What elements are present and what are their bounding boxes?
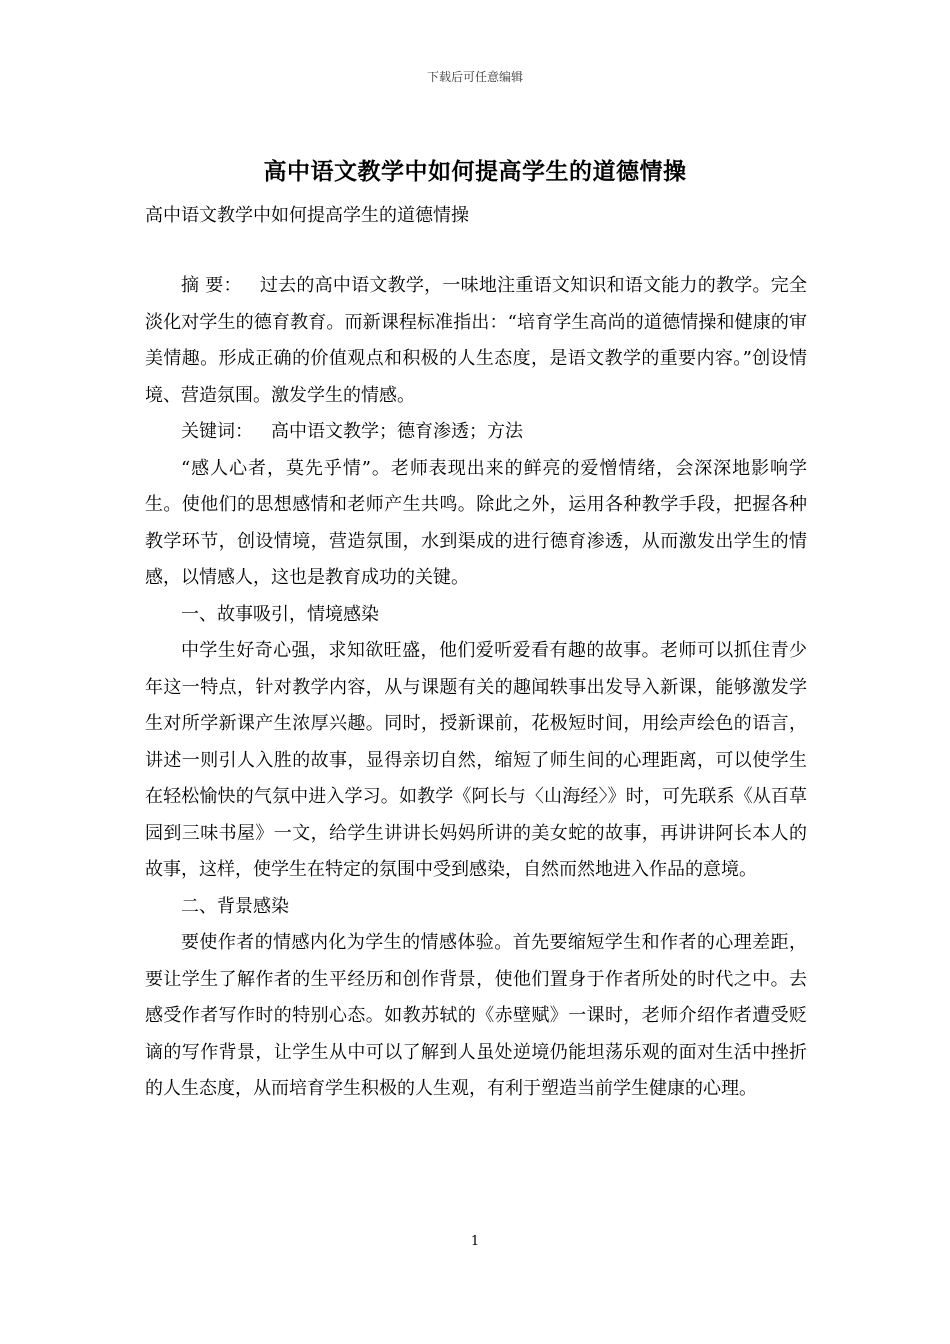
- section-heading-1: 一、故事吸引，情境感染: [181, 603, 379, 625]
- section-paragraph-2: 要使作者的情感内化为学生的情感体验。首先要缩短学生和作者的心理差距，要让学生了解作者的生平经历和创作背景，使他们置身于作者所处的时代之中。去感受作者写作时的特别心态。如教苏轼的《赤壁赋》一课时，老师介绍作者遭受贬谪的写作背景，让学生从中可以了解到人虽处逆境仍能坦荡乐观的面对生活中挫折的人生态度，从而培育学生积极的人生观，有利于塑造当前学生健康的心理。: [145, 932, 807, 1099]
- keywords-label: 关键词：: [181, 421, 253, 442]
- section-heading-2: 二、背景感染: [181, 895, 289, 917]
- document-title: 高中语文教学中如何提高学生的道德情操: [263, 158, 687, 185]
- page-number: 1: [470, 1234, 480, 1249]
- abstract-label: 摘 要：: [181, 275, 242, 296]
- intro-paragraph: “感人心者，莫先乎情”。老师表现出来的鲜亮的爱憎情绪，会深深地影响学生。使他们的思想感情和老师产生共鸣。除此之外，运用各种教学手段，把握各种教学环节，创设情境，营造氛围，水到渠成的进行德育渗透，从而激发出学生的情感，以情感人，这也是教育成功的关键。: [145, 457, 807, 588]
- document-subtitle: 高中语文教学中如何提高学生的道德情操: [145, 205, 469, 226]
- section-paragraph-1: 中学生好奇心强，求知欲旺盛，他们爱听爱看有趣的故事。老师可以抓住青少年这一特点，针对教学内容，从与课题有关的趣闻轶事出发导入新课，能够激发学生对所学新课产生浓厚兴趣。同时，授新课前，花极短时间，用绘声绘色的语言，讲述一则引人入胜的故事，显得亲切自然，缩短了师生间的心理距离，可以使学生在轻松愉快的气氛中进入学习。如教学《阿长与〈山海经〉》时，可先联系《从百草园到三味书屋》一文，给学生讲讲长妈妈所讲的美女蛇的故事，再讲讲阿长本人的故事，这样，使学生在特定的氛围中受到感染，自然而然地进入作品的意境。: [145, 640, 807, 880]
- keywords-text: 高中语文教学；德育渗透；方法: [271, 421, 523, 442]
- abstract-paragraph: [145, 268, 807, 414]
- page-header: 下载后可任意编辑: [426, 70, 523, 84]
- keywords-paragraph: [145, 414, 807, 451]
- document-body: [145, 268, 807, 1108]
- abstract-text: 过去的高中语文教学，一味地注重语文知识和语文能力的教学。完全淡化对学生的德育教育。而新课程标准指出：“培育学生高尚的道德情操和健康的审美情趣。形成正确的价值观点和积极的人生态度，是语文教学的重要内容。”创设情境、营造氛围。激发学生的情感。: [145, 275, 807, 406]
